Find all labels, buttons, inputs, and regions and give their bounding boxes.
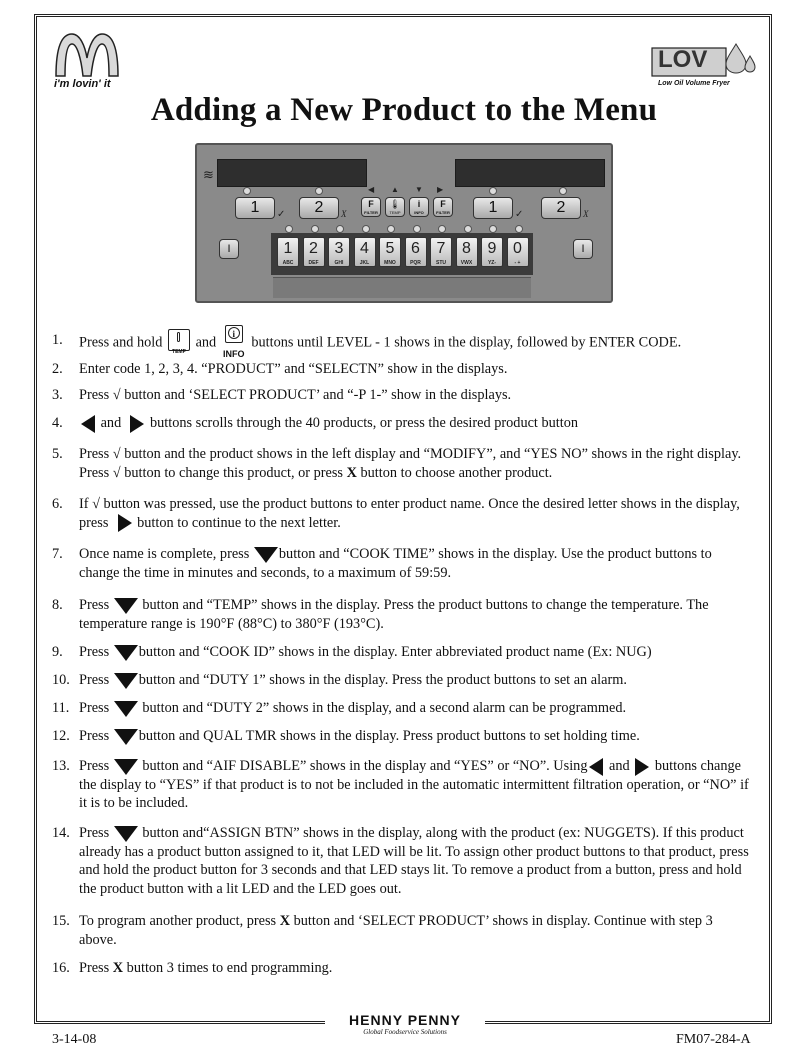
step-text: button to choose another product. <box>360 464 553 481</box>
number-key-letters: DEF <box>308 260 319 266</box>
step-text: button and ‘SELECT PRODUCT’ shows in display. Continue with step 3 above. <box>79 913 713 948</box>
step-text: Once name is complete, press <box>79 546 250 562</box>
step-number: 2. <box>52 361 63 377</box>
led <box>559 187 567 195</box>
right-product-key-1[interactable] <box>473 197 513 219</box>
mcdonalds-logo <box>52 32 142 94</box>
number-key-3[interactable] <box>328 237 350 267</box>
filter-key[interactable] <box>433 197 453 217</box>
info-button-icon <box>221 325 247 359</box>
info-icon-label: INFO <box>223 349 245 359</box>
down-arrow-icon <box>114 645 138 661</box>
number-key-digit: 3 <box>334 240 344 257</box>
step-number: 8. <box>52 597 63 613</box>
step-7 <box>52 545 752 582</box>
down-arrow-icon <box>114 826 138 842</box>
step-8 <box>52 596 752 633</box>
number-key-9[interactable] <box>481 237 503 267</box>
footer-date: 3-14-08 <box>52 1032 97 1047</box>
number-key-letters: PQR <box>410 260 421 266</box>
heat-icon: ≋ <box>203 167 214 182</box>
step-text: button and “COOK ID” shows in the display. Enter abbreviated product name (Ex: NUG) <box>138 644 652 660</box>
step-text: and <box>195 334 217 351</box>
number-key-digit: 7 <box>436 240 446 257</box>
power-icon: I <box>227 243 231 255</box>
step-text: Press <box>79 446 110 462</box>
brand-name: HENNY PENNY <box>325 1012 485 1028</box>
number-key-led <box>515 225 523 233</box>
right-product-key-2[interactable] <box>541 197 581 219</box>
number-key-digit: 8 <box>462 240 471 257</box>
step-text: Press <box>79 644 110 660</box>
filter-key[interactable] <box>361 197 381 217</box>
lov-logo-subtitle: Low Oil Volume Fryer <box>658 80 730 87</box>
step-text: Enter code 1, 2, 3, 4. “PRODUCT” and “SELECTN” show in the displays. <box>79 361 508 377</box>
number-key-led <box>464 225 472 233</box>
page-title: Adding a New Product to the Menu <box>150 92 658 128</box>
step-number: 7. <box>52 546 63 562</box>
step-text: button 3 times to end programming. <box>126 960 333 976</box>
temp-icon-label: TEMP <box>172 349 186 355</box>
step-number: 15. <box>52 913 70 929</box>
number-key-letters: MNO <box>384 260 396 266</box>
number-key-letters: JKL <box>359 260 370 266</box>
brand-tagline: Global Foodservice Solutions <box>363 1028 447 1036</box>
down-arrow-icon <box>254 547 278 563</box>
step-number: 16. <box>52 960 70 976</box>
thermometer-icon: 🌡 <box>389 199 401 209</box>
number-key-led <box>336 225 344 233</box>
down-arrow-icon: ▼ <box>415 185 423 194</box>
step-text: If <box>79 496 89 512</box>
number-key-5[interactable] <box>379 237 401 267</box>
filter-key-label: FILTER <box>364 210 378 215</box>
number-key-8[interactable] <box>456 237 478 267</box>
step-number: 5. <box>52 446 63 462</box>
power-icon: I <box>581 243 585 255</box>
down-arrow-icon <box>114 759 138 775</box>
step-number: 13. <box>52 758 70 774</box>
right-arrow-icon <box>635 758 649 776</box>
number-key-led <box>387 225 395 233</box>
step-text: button and “DUTY 2” shows in the display, and a second alarm can be programmed. <box>142 700 627 716</box>
info-key[interactable] <box>409 197 429 217</box>
check-button-icon: √ <box>92 496 100 512</box>
step-text: Press <box>79 728 110 744</box>
number-key-digit: 5 <box>385 240 395 257</box>
step-text: button and QUAL TMR shows in the display. Press product buttons to set holding time. <box>138 728 640 744</box>
x-button-icon: X <box>346 464 357 481</box>
number-key-2[interactable] <box>303 237 325 267</box>
info-icon: i <box>417 199 421 209</box>
number-key-letters: GHI <box>334 260 344 266</box>
step-text: Press <box>79 700 110 716</box>
step-3 <box>52 386 752 405</box>
temp-key-label: TEMP <box>389 210 401 215</box>
filter-f-icon: F <box>440 199 446 209</box>
step-text: button was pressed, use the product buttons to enter product name. Once the desired letter shows in the display, press <box>79 496 740 531</box>
number-key-digit: 1 <box>283 240 293 257</box>
step-14 <box>52 824 752 898</box>
number-key-1[interactable] <box>277 237 299 267</box>
right-arrow-icon: ▶ <box>437 185 444 194</box>
footer-doc-code: FM07-284-A <box>676 1032 751 1047</box>
number-key-6[interactable] <box>405 237 427 267</box>
step-number: 4. <box>52 415 63 431</box>
right-display <box>455 159 605 187</box>
step-text: buttons change the display to “YES” if that product is to not be included in the automatic intermittent filtration operation, or “NO” if it is to be included. <box>79 758 749 812</box>
right-arrow-icon <box>118 514 132 532</box>
step-text: Press <box>79 672 110 688</box>
step-13 <box>52 757 752 813</box>
step-text: and <box>100 415 122 431</box>
step-5 <box>52 445 752 482</box>
left-arrow-icon <box>81 415 95 433</box>
led <box>243 187 251 195</box>
step-text: buttons until LEVEL - 1 shows in the display, followed by ENTER CODE. <box>251 334 682 351</box>
left-power-key[interactable] <box>219 239 239 259</box>
number-key-led <box>489 225 497 233</box>
step-1 <box>52 329 752 359</box>
filter-key-label: FILTER <box>436 210 450 215</box>
x-icon: X <box>583 209 589 219</box>
number-key-digit: 4 <box>360 240 369 257</box>
down-arrow-icon <box>114 729 138 745</box>
check-icon: ✓ <box>515 209 524 220</box>
number-key-led <box>438 225 446 233</box>
right-arrow-icon <box>130 415 144 433</box>
left-arrow-icon <box>589 758 603 776</box>
number-key-7[interactable] <box>430 237 452 267</box>
left-product-key-2[interactable] <box>299 197 339 219</box>
step-number: 11. <box>52 700 70 716</box>
step-16 <box>52 959 752 978</box>
step-number: 1. <box>52 332 63 348</box>
x-button-icon: X <box>112 960 124 976</box>
number-key-digit: 2 <box>309 240 318 257</box>
number-key-led <box>285 225 293 233</box>
step-text: buttons scrolls through the 40 products, or press the desired product button <box>149 415 579 431</box>
left-arrow-icon: ◀ <box>368 185 375 194</box>
number-key-letters: - + <box>514 260 521 266</box>
lov-logo-name: LOV <box>658 46 708 73</box>
up-arrow-icon: ▲ <box>391 185 399 194</box>
check-button-icon: √ <box>112 446 121 462</box>
number-key-letters: VWX <box>460 260 473 266</box>
number-key-4[interactable] <box>354 237 376 267</box>
step-text: Press and hold <box>79 334 163 351</box>
x-icon: X <box>341 209 347 219</box>
info-glyph: i <box>228 327 240 339</box>
step-text: button and the product shows in the left display and “MODIFY”, and “YES NO” shows in the right display. Press <box>79 446 742 481</box>
number-key-led <box>413 225 421 233</box>
logo-tagline: i'm lovin' it <box>54 78 111 90</box>
step-text: button to continue to the next letter. <box>137 514 341 531</box>
step-text: Press <box>79 960 110 976</box>
control-panel-illustration <box>195 143 613 303</box>
golden-arches-icon <box>52 32 122 78</box>
step-text: Press <box>79 597 110 613</box>
step-text: button and “TEMP” shows in the display. Press the product buttons to change the temperature. The temperature range is 190°F (88°C) to 380°F (193°C). <box>79 597 709 632</box>
step-text: button and “AIF DISABLE” shows in the display and “YES” or “NO”. Using <box>142 758 588 774</box>
step-9 <box>52 643 752 662</box>
down-arrow-icon <box>114 598 138 614</box>
number-key-letters: ABC <box>282 260 294 266</box>
number-key-letters: STU <box>436 260 446 266</box>
step-text: button and “COOK TIME” shows in the display. Use the product buttons to change the time in minutes and seconds, to a maximum of 59:59. <box>79 546 712 581</box>
step-12 <box>52 727 752 746</box>
step-6 <box>52 495 752 532</box>
step-text: and <box>609 758 630 774</box>
key-label: 1 <box>488 199 498 216</box>
temp-button-icon <box>168 329 190 355</box>
key-label: 2 <box>314 199 324 216</box>
step-11 <box>52 699 752 718</box>
check-icon: ✓ <box>277 209 286 220</box>
step-number: 14. <box>52 825 70 841</box>
step-number: 10. <box>52 672 70 688</box>
number-key-0[interactable] <box>507 237 529 267</box>
number-key-led <box>311 225 319 233</box>
right-power-key[interactable] <box>573 239 593 259</box>
down-arrow-icon <box>114 701 138 717</box>
key-label: 1 <box>250 199 260 216</box>
x-button-icon: X <box>279 913 291 929</box>
step-number: 12. <box>52 728 70 744</box>
step-text: button and ‘SELECT PRODUCT’ and “-P 1-” show in the displays. <box>124 387 512 403</box>
henny-penny-logo <box>325 1010 485 1042</box>
step-text: Press <box>79 825 110 841</box>
step-4 <box>52 414 752 433</box>
number-key-letters: YZ- <box>487 260 497 266</box>
lov-logo <box>650 40 758 92</box>
lower-strip <box>273 277 531 298</box>
step-text: To program another product, press <box>79 913 277 929</box>
step-number: 3. <box>52 387 63 403</box>
check-button-icon: √ <box>112 387 121 403</box>
temp-key[interactable] <box>385 197 405 217</box>
step-10 <box>52 671 752 690</box>
filter-f-icon: F <box>368 199 374 209</box>
step-text: button and“ASSIGN BTN” shows in the display, along with the product (ex: NUGGETS). If this product already has a product button assigned to it, that LED will be lit. To assign other product buttons to that product, press and hold the product button for 3 seconds and that LED stays lit. To remove a product from a button, press and hold the product button with a lit LED and the LED goes out. <box>79 825 749 897</box>
number-key-digit: 0 <box>513 240 522 257</box>
key-label: 2 <box>556 199 566 216</box>
step-15 <box>52 912 752 949</box>
step-text: Press <box>79 387 110 403</box>
number-key-digit: 9 <box>487 240 497 257</box>
left-display <box>217 159 367 187</box>
step-text: button and “DUTY 1” shows in the display. Press the product buttons to set an alarm. <box>138 672 627 688</box>
led <box>315 187 323 195</box>
step-text: Press <box>79 758 110 774</box>
number-key-digit: 6 <box>411 240 420 257</box>
down-arrow-icon <box>114 673 138 689</box>
step-2 <box>52 360 752 379</box>
step-text: button to change this product, or press <box>124 464 343 481</box>
info-key-label: INFO <box>414 210 424 215</box>
led <box>489 187 497 195</box>
step-number: 6. <box>52 496 63 512</box>
check-button-icon: √ <box>112 464 121 481</box>
number-key-led <box>362 225 370 233</box>
step-number: 9. <box>52 644 63 660</box>
left-product-key-1[interactable] <box>235 197 275 219</box>
